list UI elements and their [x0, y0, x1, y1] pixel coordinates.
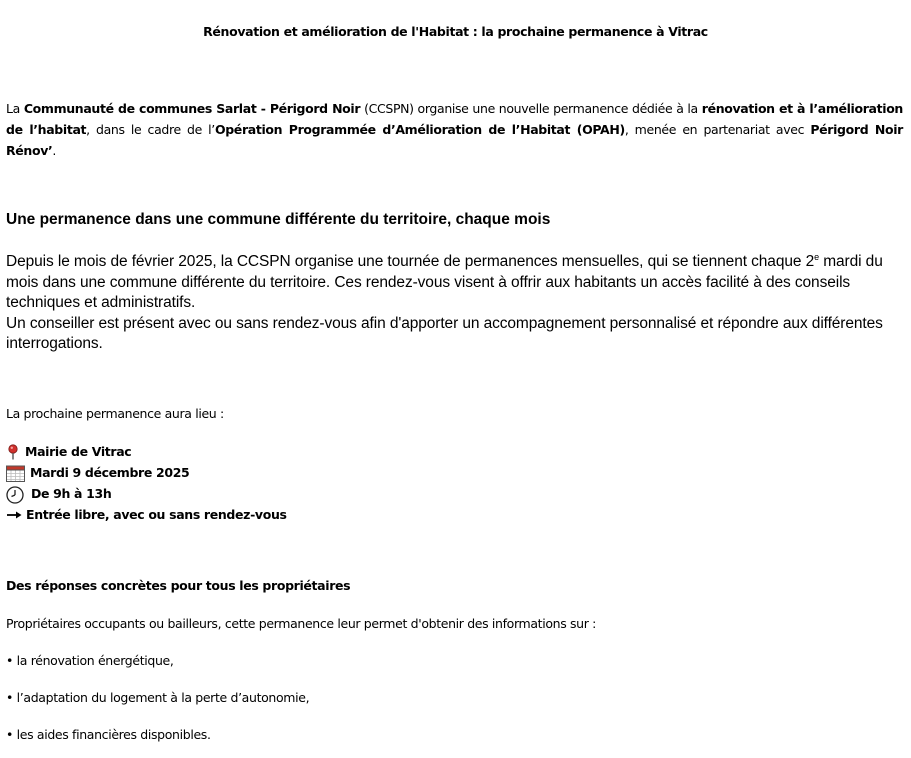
detail-location-text: Mairie de Vitrac [25, 444, 132, 459]
para1-text-b: mardi du mois dans une commune différente du territoire. Ces rendez-vous visent à offrir aux habitants un accès facilité à des conseils techniques et administratifs. [6, 253, 883, 311]
detail-hours [6, 483, 287, 504]
list-item [6, 690, 309, 705]
intro-text-2: (CCSPN) organise une nouvelle permanence dédiée à la [360, 101, 702, 116]
arrow-right-icon [6, 507, 22, 523]
detail-date [6, 462, 287, 483]
list-item [6, 653, 174, 668]
list-item-text: l’adaptation du logement à la perte d’autonomie, [16, 690, 310, 705]
para1-superscript: e [814, 252, 820, 262]
list-item [6, 727, 211, 742]
permanence-details [6, 441, 287, 525]
intro-text-4: , menée en partenariat avec [624, 122, 811, 137]
intro-paragraph [6, 98, 903, 161]
section-body-permanence [6, 247, 911, 355]
bullet: • [6, 727, 14, 742]
section-heading-reponses: Des réponses concrètes pour tous les propriétaires [6, 578, 351, 593]
page-title: Rénovation et amélioration de l'Habitat : la prochaine permanence à Vitrac [203, 24, 708, 39]
pin-icon [6, 444, 22, 460]
detail-access [6, 504, 287, 525]
bullet: • [6, 690, 14, 705]
detail-hours-text: De 9h à 13h [31, 486, 112, 501]
section-paragraph-1 [6, 247, 911, 314]
intro-bold-renovation: rénovation et à l’amélioration de l’habitat [6, 101, 903, 137]
detail-location [6, 441, 287, 462]
list-item-text: la rénovation énergétique, [16, 653, 174, 668]
list-item-text: les aides financières disponibles. [16, 727, 211, 742]
next-permanence-label: La prochaine permanence aura lieu : [6, 406, 224, 421]
intro-bold-opah: Opération Programmée d’Amélioration de l’Habitat (OPAH) [214, 122, 625, 137]
detail-access-text: Entrée libre, avec ou sans rendez-vous [26, 507, 287, 522]
bullet: • [6, 653, 14, 668]
clock-icon [6, 486, 24, 502]
detail-date-text: Mardi 9 décembre 2025 [30, 465, 190, 480]
intro-text-3: , dans le cadre de l’ [86, 122, 215, 137]
section-paragraph-2: Un conseiller est présent avec ou sans rendez-vous afin d'apporter un accompagnement personnalisé et répondre aux différentes interrogations. [6, 314, 883, 352]
intro-bold-ccspn: Communauté de communes Sarlat - Périgord Noir [23, 101, 361, 116]
calendar-icon [6, 465, 25, 481]
section-heading-permanence: Une permanence dans une commune différente du territoire, chaque mois [6, 211, 551, 228]
para1-text-a: Depuis le mois de février 2025, la CCSPN organise une tournée de permanences mensuelles, qui se tiennent chaque 2 [6, 253, 815, 270]
intro-bold-renov: Périgord Noir Rénov’ [6, 122, 903, 158]
section2-intro: Propriétaires occupants ou bailleurs, cette permanence leur permet d'obtenir des informations sur : [6, 616, 596, 631]
intro-text-1: La [6, 101, 24, 116]
intro-text-5: . [52, 143, 57, 158]
